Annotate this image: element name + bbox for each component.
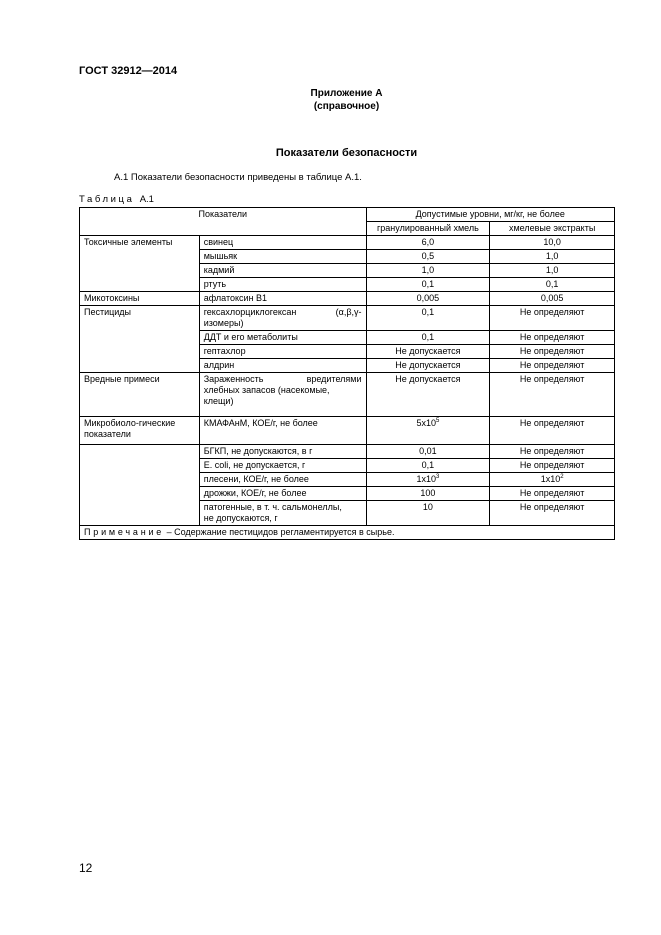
row-value-extracts: 10,0 bbox=[490, 236, 615, 250]
row-value-extracts: Не определяют bbox=[490, 487, 615, 501]
group-toxic-elements: Токсичные элементы bbox=[80, 236, 200, 292]
row-name: ртуть bbox=[199, 278, 366, 292]
row-value-hops: 1,0 bbox=[366, 264, 490, 278]
row-value-hops: Не допускается bbox=[366, 373, 490, 417]
row-value-extracts: 0,1 bbox=[490, 278, 615, 292]
section-title: Показатели безопасности bbox=[275, 147, 418, 159]
row-value-extracts: Не определяют bbox=[490, 459, 615, 473]
row-name: свинец bbox=[199, 236, 366, 250]
row-value-extracts: 0,005 bbox=[490, 292, 615, 306]
table-caption bbox=[79, 194, 154, 205]
row-value-extracts bbox=[490, 473, 615, 487]
row-name: дрожжи, КОЕ/г, не более bbox=[199, 487, 366, 501]
safety-indicators-table bbox=[79, 207, 615, 540]
header-indicators: Показатели bbox=[80, 208, 367, 236]
row-value-hops: Не допускается bbox=[366, 359, 490, 373]
value-exponent: 5 bbox=[436, 418, 440, 424]
row-value-hops: 0,1 bbox=[366, 306, 490, 331]
row-value-hops: 0,1 bbox=[366, 331, 490, 345]
row-name: алдрин bbox=[199, 359, 366, 373]
value-exponent: 3 bbox=[436, 474, 440, 480]
row-name: гептахлор bbox=[199, 345, 366, 359]
row-value-extracts: Не определяют bbox=[490, 373, 615, 417]
group-microbiological-continued bbox=[80, 445, 200, 526]
table-row bbox=[80, 292, 615, 306]
row-name: КМАФАнМ, КОЕ/г, не более bbox=[199, 417, 366, 445]
group-microbiological: Микробиоло-гические показатели bbox=[80, 417, 200, 445]
row-name: ДДТ и его метаболиты bbox=[199, 331, 366, 345]
row-name-part: (α,β,γ- bbox=[335, 307, 362, 317]
row-value-extracts: Не определяют bbox=[490, 417, 615, 445]
row-value-hops: 100 bbox=[366, 487, 490, 501]
group-harmful-impurities: Вредные примеси bbox=[80, 373, 200, 417]
note-text: – Содержание пестицидов регламентируется в сырье. bbox=[164, 527, 395, 537]
row-value-hops bbox=[366, 417, 490, 445]
row-name: плесени, КОЕ/г, не более bbox=[199, 473, 366, 487]
row-value-hops: Не допускается bbox=[366, 345, 490, 359]
row-value-hops bbox=[366, 473, 490, 487]
row-value-hops: 0,1 bbox=[366, 278, 490, 292]
row-value-hops: 10 bbox=[366, 501, 490, 526]
row-name: мышьяк bbox=[199, 250, 366, 264]
row-name bbox=[199, 373, 366, 417]
table-note-row bbox=[80, 526, 615, 540]
row-value-hops: 0,005 bbox=[366, 292, 490, 306]
row-name-part: хлебных запасов (насекомые, bbox=[203, 385, 330, 395]
row-value-hops: 6,0 bbox=[366, 236, 490, 250]
standard-designation: ГОСТ 32912—2014 bbox=[79, 65, 178, 77]
table-row bbox=[80, 306, 615, 331]
row-name bbox=[199, 501, 366, 526]
table-row bbox=[80, 373, 615, 417]
row-name: БГКП, не допускаются, в г bbox=[199, 445, 366, 459]
row-name-part: изомеры) bbox=[203, 318, 244, 328]
row-value-extracts: Не определяют bbox=[490, 345, 615, 359]
value-base: 1x10 bbox=[540, 474, 561, 484]
row-value-extracts: Не определяют bbox=[490, 331, 615, 345]
row-name: кадмий bbox=[199, 264, 366, 278]
appendix-title: Приложение А bbox=[310, 88, 383, 99]
row-name-part: Зараженность вредителями bbox=[203, 374, 362, 384]
table-row bbox=[80, 236, 615, 250]
header-hop-extracts: хмелевые экстракты bbox=[490, 222, 615, 236]
table-note bbox=[80, 526, 615, 540]
intro-paragraph: А.1 Показатели безопасности приведены в таблице А.1. bbox=[114, 172, 362, 183]
value-base: 1x10 bbox=[416, 474, 436, 484]
row-name: E. coli, не допускается, г bbox=[199, 459, 366, 473]
header-granulated-hops: гранулированный хмель bbox=[366, 222, 490, 236]
row-name bbox=[199, 306, 366, 331]
row-name-part: клещи) bbox=[203, 396, 234, 406]
row-value-extracts: 1,0 bbox=[490, 250, 615, 264]
value-base: 5x10 bbox=[416, 418, 436, 428]
table-header-row bbox=[80, 208, 615, 222]
appendix-type: (справочное) bbox=[313, 101, 380, 112]
header-levels: Допустимые уровни, мг/кг, не более bbox=[366, 208, 614, 222]
page-number: 12 bbox=[79, 861, 93, 875]
row-name: афлатоксин В1 bbox=[199, 292, 366, 306]
table-row bbox=[80, 417, 615, 445]
row-value-hops: 0,1 bbox=[366, 459, 490, 473]
appendix-heading bbox=[0, 87, 661, 113]
row-value-hops: 0,5 bbox=[366, 250, 490, 264]
group-mycotoxins: Микотоксины bbox=[80, 292, 200, 306]
table-caption-word: Таблица bbox=[79, 194, 135, 205]
row-value-extracts: Не определяют bbox=[490, 359, 615, 373]
row-value-hops: 0,01 bbox=[366, 445, 490, 459]
table-caption-number: А.1 bbox=[139, 194, 154, 205]
row-value-extracts: Не определяют bbox=[490, 306, 615, 331]
table-row bbox=[80, 445, 615, 459]
row-value-extracts: Не определяют bbox=[490, 501, 615, 526]
value-exponent: 2 bbox=[560, 474, 564, 480]
row-name-part: не допускаются, г bbox=[203, 513, 278, 523]
note-label: Примечание bbox=[84, 527, 165, 537]
row-name-part: гексахлорциклогексан bbox=[203, 307, 297, 317]
row-value-extracts: Не определяют bbox=[490, 445, 615, 459]
row-name-part: патогенные, в т. ч. сальмонеллы, bbox=[203, 502, 342, 512]
group-pesticides: Пестициды bbox=[80, 306, 200, 373]
row-value-extracts: 1,0 bbox=[490, 264, 615, 278]
